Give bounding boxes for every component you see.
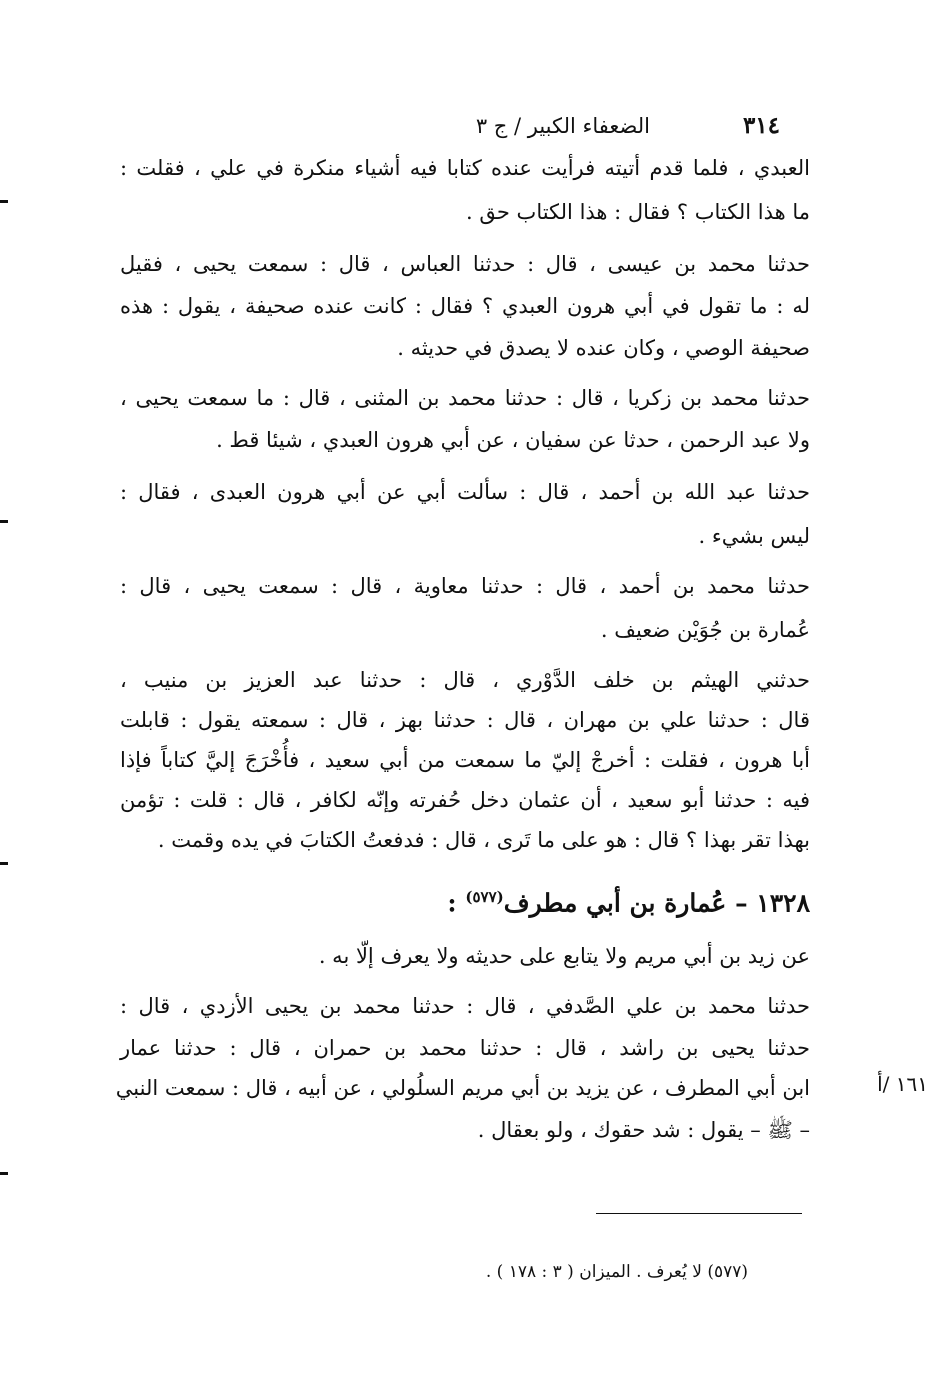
entry-number: ١٣٢٨ — [756, 888, 810, 918]
text-line: العبدي ، فلما قدم أتيته فرأيت عنده كتابا فيه أشياء منكرة في علي ، فقلت : — [120, 156, 810, 180]
text-line: حدثنا محمد بن عيسى ، قال : حدثنا العباس ، قال : سمعت يحيى ، فقيل — [120, 252, 810, 276]
footnote-divider — [596, 1213, 802, 1214]
page-number: ٣١٤ — [742, 112, 780, 139]
text-line: حدثنا محمد بن علي الصَّدفي ، قال : حدثنا محمد بن يحيى الأزدي ، قال : — [120, 994, 810, 1018]
text-line: فيه : حدثنا أبو سعيد ، أن عثمان دخل حُفرته وإنّه لكافر ، قال : قلت : تؤمن — [120, 788, 810, 812]
text-line: أبا هرون ، فقلت : أخرجْ إليّ ما سمعت من أبي سعيد ، فأُخْرَجَ إليَّ كتاباً فإذا — [120, 748, 810, 772]
entry-colon: : — [447, 888, 457, 918]
text-line: حدثني الهيثم بن خلف الدَّوْري ، قال : حدثنا عبد العزيز بن منيب ، — [120, 668, 810, 692]
scan-edge-mark — [0, 862, 8, 865]
text-line: ما هذا الكتاب ؟ فقال : هذا الكتاب حق . — [466, 200, 810, 224]
entry-heading — [120, 888, 810, 917]
page-header — [360, 112, 780, 148]
text-line: – ﷺ – يقول : شد حقوك ، ولو بعقال . — [477, 1118, 810, 1142]
scan-edge-mark — [0, 520, 8, 523]
text-line: عن زيد بن أبي مريم ولا يتابع على حديثه ولا يعرف إلّا به . — [318, 944, 810, 968]
entry-dash: – — [735, 888, 748, 918]
text-line: حدثنا يحيى بن راشد ، قال : حدثنا محمد بن حمران ، قال : حدثنا عمار — [120, 1036, 810, 1060]
scan-edge-mark — [0, 1172, 8, 1175]
text-line: ولا عبد الرحمن ، حدثا عن سفيان ، عن أبي هرون العبدي ، شيئا قط . — [216, 428, 810, 452]
text-line: ابن أبي المطرف ، عن يزيد بن أبي مريم السلُولي ، عن أبيه ، قال : سمعت النبي — [115, 1076, 810, 1100]
text-line: له : ما تقول في أبي هرون العبدي ؟ فقال : كانت عنده صحيفة ، يقول : هذه — [120, 294, 810, 318]
text-line: ليس بشيء . — [698, 524, 810, 548]
text-line: حدثنا محمد بن زكريا ، قال : حدثنا محمد بن المثنى ، قال : ما سمعت يحيى ، — [120, 386, 810, 410]
text-line: حدثنا عبد الله بن أحمد ، قال : سألت أبي عن أبي هرون العبدى ، فقال : — [120, 480, 810, 504]
footnote: (٥٧٧) لا يُعرف . الميزان ( ٣ : ١٧٨ ) . — [485, 1262, 748, 1282]
footnote-reference: (٥٧٧) — [465, 888, 504, 906]
manuscript-folio-note: ١٦١ /أ — [877, 1072, 928, 1096]
text-line: عُمارة بن جُوَيْن ضعيف . — [600, 618, 810, 642]
text-line: صحيفة الوصي ، وكان عنده لا يصدق في حديثه . — [397, 336, 810, 360]
entry-name: عُمارة بن أبي مطرف — [503, 888, 727, 918]
text-line: قال : حدثنا علي بن مهران ، قال : حدثنا بهز ، قال : سمعته يقول : قابلت — [120, 708, 810, 732]
scan-edge-mark — [0, 200, 8, 203]
running-title: الضعفاء الكبير / ج ٣ — [475, 114, 650, 138]
text-line: بهذا تقر بهذا ؟ قال : هو على ما تَرى ، قال : فدفعتُ الكتابَ في يده وقمت . — [157, 828, 810, 852]
text-line: حدثنا محمد بن أحمد ، قال : حدثنا معاوية ، قال : سمعت يحيى ، قال : — [120, 574, 810, 598]
